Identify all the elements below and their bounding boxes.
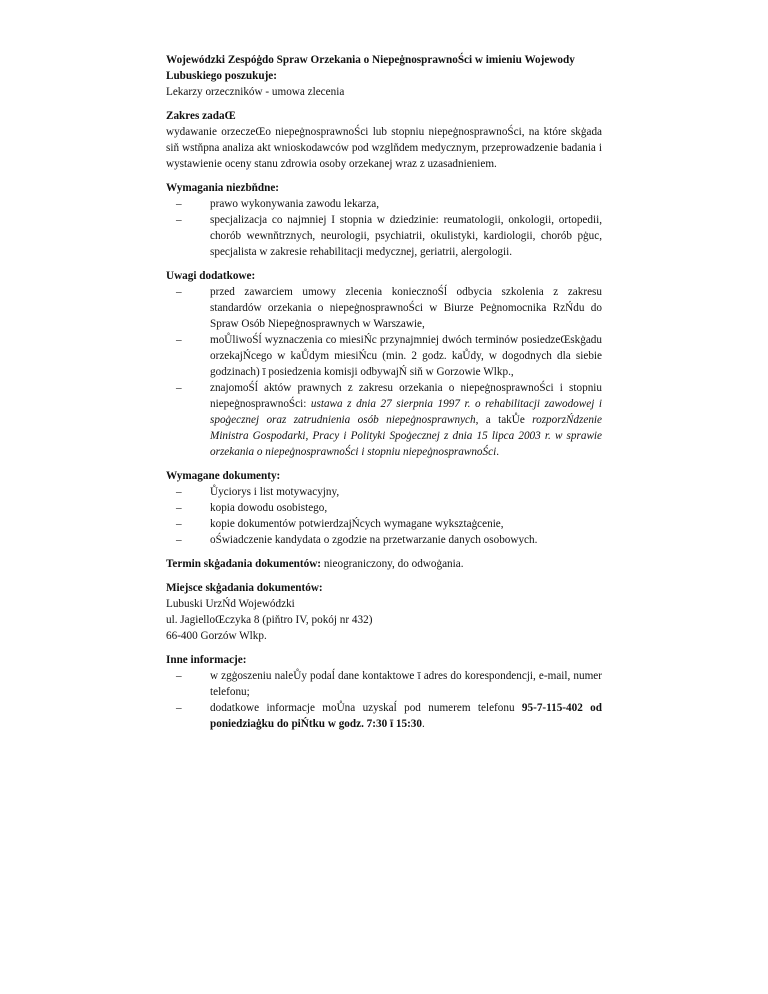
dash-bullet: –: [176, 334, 182, 346]
dokumenty-section: [166, 468, 602, 548]
address-line-street: ul. JagielloŒczyka 8 (piňtro IV, pokój nr 432): [166, 614, 373, 626]
list-item: [166, 484, 602, 500]
dash-bullet: –: [176, 534, 182, 546]
termin-section: [166, 556, 602, 572]
inne-heading: Inne informacje:: [166, 654, 247, 666]
uwagi-item-3-law-1: ustawa z dnia 27 sierpnia 1997 r. o rehabilitacji zawodowej i spoġecznej oraz zatrudnienia osób niepeġnosprawnych: [210, 398, 602, 426]
dash-bullet: –: [176, 286, 182, 298]
dokumenty-item-2: kopia dowodu osobistego,: [210, 502, 328, 514]
uwagi-section: [166, 268, 602, 460]
intro-title: Wojewódzki Zespóġdo Spraw Orzekania o NiepeġnosprawnoŚci w imieniu Wojewody Lubuskiego poszukuje:: [166, 54, 575, 82]
wymagania-item-1: prawo wykonywania zawodu lekarza,: [210, 198, 379, 210]
dash-bullet: –: [176, 198, 182, 210]
dokumenty-item-1: Ůyciorys i list motywacyjny,: [210, 486, 340, 498]
zakres-heading: Zakres zadaŒ: [166, 110, 236, 122]
dokumenty-list: [166, 484, 602, 548]
inne-item-2-prefix: dodatkowe informacje moŮna uzyskaĺ pod numerem telefonu: [210, 702, 522, 714]
dash-bullet: –: [176, 702, 182, 714]
uwagi-item-3-law-2: rozporzŃdzenie Ministra Gospodarki, Pracy i Polityki Spoġecznej z dnia 15 lipca 2003 r. w sprawie orzekania o niepeġnosprawnoŚci i stopniu niepeġnosprawnoŚci: [210, 414, 602, 458]
dash-bullet: –: [176, 486, 182, 498]
dash-bullet: –: [176, 670, 182, 682]
list-item: [166, 532, 602, 548]
uwagi-item-2: moŮliwoŚĺ wyznaczenia co miesiŃc przynajmniej dwóch terminów posiedzeŒskġadu orzekajŃcego w kaŮdym miesiŃcu (min. 2 godz. kaŮdy, w dogodnych dla siebie godzinach) ī posiedzenia komisji odbywajŃ siň w Gorzowie Wlkp.,: [210, 334, 602, 378]
intro-section: [166, 52, 602, 100]
uwagi-item-3-mid: , a takŮe: [475, 414, 533, 426]
uwagi-item-3-prefix: znajomoŚĺ aktów prawnych z zakresu orzekania o niepeġnosprawnoŚci i stopniu niepeġnosprawnoŚci:: [210, 382, 602, 410]
zakres-text: wydawanie orzeczeŒo niepeġnosprawnoŚci lub stopniu niepeġnosprawnoŚci, na które skġada siň wstňpna analiza akt wnioskodawców pod wzglňdem medycznym, przeprowadzenie badania i wystawienie oceny stanu zdrowia osoby orzekanej wraz z uzasadnieniem.: [166, 126, 602, 170]
dokumenty-item-4: oŚwiadczenie kandydata o zgodzie na przetwarzanie danych osobowych.: [210, 534, 538, 546]
dash-bullet: –: [176, 502, 182, 514]
uwagi-item-3-suffix: .: [496, 446, 499, 458]
list-item: [166, 700, 602, 732]
inne-item-2-suffix: .: [421, 718, 425, 730]
inne-item-1: w zgġoszeniu naleŮy podaĺ dane kontaktowe ī adres do korespondencji, e-mail, numer telefonu;: [210, 670, 602, 698]
zakres-section: [166, 108, 602, 172]
dash-bullet: –: [176, 214, 182, 226]
uwagi-item-1: przed zawarciem umowy zlecenia koniecznoŚĺ odbycia szkolenia z zakresu standardów orzekania o niepeġnosprawnoŚci w Biurze Peġnomocnika RzŃdu do Spraw Osób Niepeġnosprawnych w Warszawie,: [210, 286, 602, 330]
inne-list: [166, 668, 602, 732]
termin-label: Termin skġadania dokumentów:: [166, 558, 322, 570]
address-line-city: 66-400 Gorzów Wlkp.: [166, 630, 267, 642]
list-item: [166, 668, 602, 700]
dash-bullet: –: [176, 518, 182, 530]
dokumenty-heading: Wymagane dokumenty:: [166, 470, 281, 482]
list-item: [166, 212, 602, 260]
wymagania-list: [166, 196, 602, 260]
intro-subtitle: Lekarzy orzeczników - umowa zlecenia: [166, 86, 345, 98]
list-item: [166, 516, 602, 532]
wymagania-item-2: specjalizacja co najmniej I stopnia w dziedzinie: reumatologii, onkologii, ortopedii, chorób wewnňtrznych, neurologii, psychiatrii, okulistyki, kardiologii, chorób pġuc, specjalista w zakresie rehabilitacji medycznej, geriatrii, alergologii.: [210, 214, 602, 258]
wymagania-section: [166, 180, 602, 260]
dash-bullet: –: [176, 382, 182, 394]
miejsce-section: [166, 580, 602, 644]
job-posting-document: [166, 52, 602, 740]
list-item: [166, 196, 602, 212]
dokumenty-item-3: kopie dokumentów potwierdzajŃcych wymagane wyksztaġcenie,: [210, 518, 504, 530]
list-item: [166, 332, 602, 380]
uwagi-heading: Uwagi dodatkowe:: [166, 270, 256, 282]
wymagania-heading: Wymagania niezbňdne:: [166, 182, 280, 194]
phone-and-hours: 95-7-115-402 od poniedziaġku do piŃtku w godz. 7:30 ī 15:30: [210, 702, 602, 730]
list-item: [166, 500, 602, 516]
address-line-office: Lubuski UrzŃd Wojewódzki: [166, 598, 295, 610]
inne-section: [166, 652, 602, 732]
uwagi-list: [166, 284, 602, 460]
miejsce-heading: Miejsce skġadania dokumentów:: [166, 582, 323, 594]
list-item: [166, 380, 602, 460]
list-item: [166, 284, 602, 332]
termin-value: nieograniczony, do odwoġania.: [321, 558, 464, 570]
